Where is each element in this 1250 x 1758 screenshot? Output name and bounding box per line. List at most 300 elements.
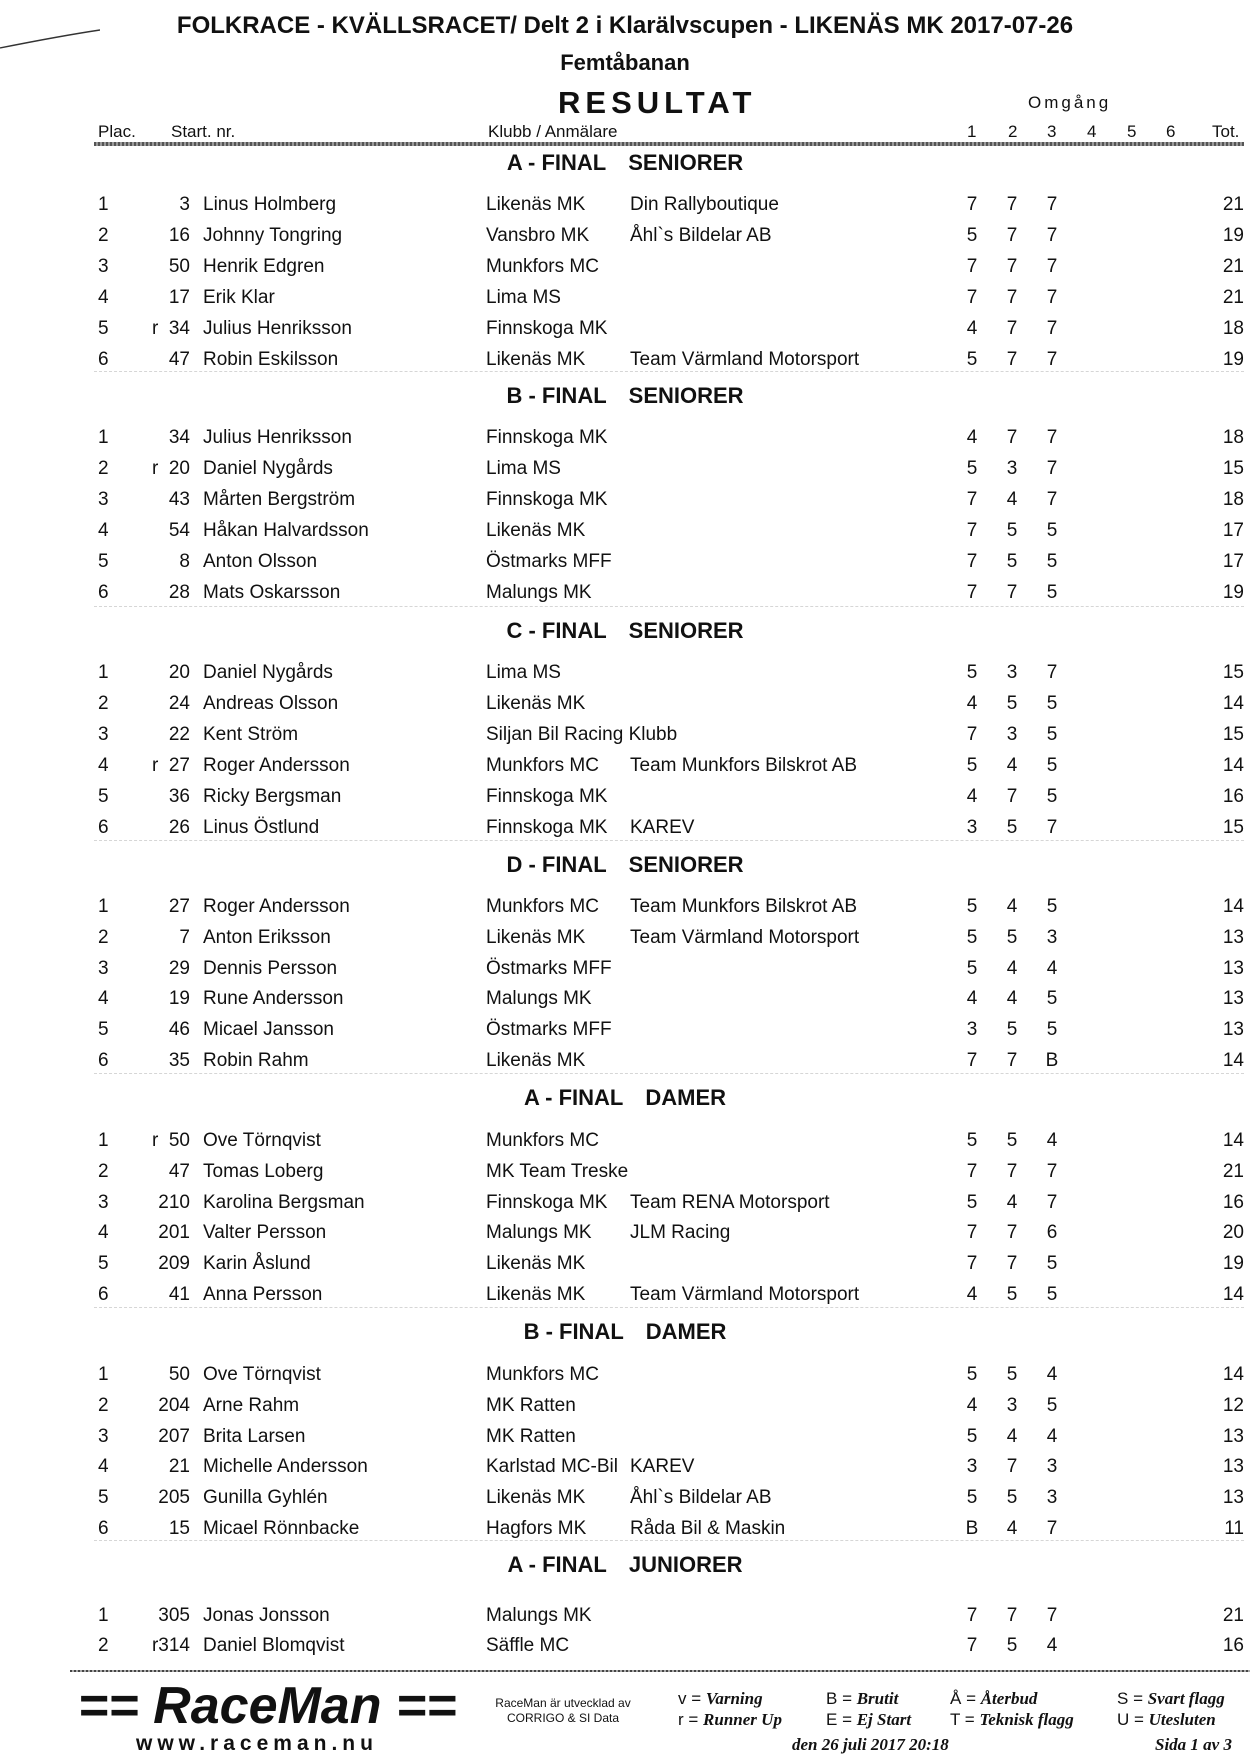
club-cell: Karlstad MC-Bil [486, 1456, 618, 1478]
table-row [0, 1019, 1250, 1047]
round-1-cell: 5 [966, 1191, 978, 1213]
round-1-cell: 4 [966, 693, 978, 714]
round-1-cell: 5 [966, 1364, 978, 1385]
total-cell: 16 [1222, 1635, 1244, 1656]
round-1-cell: 5 [966, 896, 978, 917]
table-row [0, 927, 1250, 955]
start-number-cell: 43 [168, 489, 190, 510]
driver-name-cell: Michelle Andersson [203, 1456, 368, 1478]
place-cell: 4 [98, 755, 109, 776]
round-2-cell: 7 [1006, 1456, 1018, 1478]
round-2-cell: 5 [1006, 1487, 1018, 1509]
legend-key: T [950, 1710, 961, 1729]
driver-name-cell: Johnny Tongring [203, 225, 343, 246]
place-cell: 3 [98, 1191, 109, 1213]
round-2-cell: 5 [1006, 693, 1018, 714]
start-number-cell: 24 [168, 693, 190, 714]
total-cell: 14 [1222, 693, 1244, 714]
club-cell: Likenäs MK [486, 1253, 586, 1275]
driver-name-cell: Daniel Nygårds [203, 662, 333, 683]
place-cell: 5 [98, 551, 109, 572]
table-row [0, 349, 1250, 377]
driver-name-cell: Micael Jansson [203, 1019, 334, 1041]
driver-name-cell: Karolina Bergsman [203, 1191, 365, 1213]
table-row [0, 1395, 1250, 1423]
round-3-cell: 6 [1046, 1222, 1058, 1244]
round-3-cell: 5 [1046, 1253, 1058, 1275]
round-2-cell: 7 [1006, 1050, 1018, 1071]
table-row [0, 693, 1250, 721]
runner-up-flag: r [152, 458, 159, 479]
table-row [0, 1222, 1250, 1250]
start-number-cell: 20 [168, 662, 190, 683]
round-3-cell: 7 [1046, 489, 1058, 510]
legend-value: Brutit [856, 1689, 899, 1708]
round-3-cell: 5 [1046, 755, 1058, 776]
col-header-round-3: 3 [1047, 122, 1057, 141]
club-cell: Malungs MK [486, 1222, 592, 1244]
table-row [0, 662, 1250, 690]
place-cell: 2 [98, 1635, 109, 1656]
club-cell: Lima MS [486, 458, 561, 479]
legend-value: Svart flagg [1147, 1689, 1225, 1708]
col-header-round-6: 6 [1166, 122, 1176, 141]
round-3-cell: 7 [1046, 458, 1058, 479]
round-2-cell: 4 [1006, 957, 1018, 979]
table-row [0, 458, 1250, 486]
legend-item: B = Brutit [826, 1689, 899, 1708]
round-1-cell: 7 [966, 1635, 978, 1656]
section-group: SENIORER [628, 383, 744, 408]
driver-name-cell: Ricky Bergsman [203, 786, 342, 807]
round-1-cell: 7 [966, 1253, 978, 1275]
total-cell: 14 [1222, 1130, 1244, 1151]
section-group: SENIORER [628, 852, 744, 877]
round-3-cell: 7 [1046, 256, 1058, 277]
col-header-plac: Plac. [98, 122, 136, 141]
place-cell: 4 [98, 520, 109, 541]
round-1-cell: 3 [966, 817, 978, 838]
sponsor-cell: KAREV [630, 817, 695, 838]
start-number-cell: 29 [168, 957, 190, 979]
round-2-cell: 7 [1006, 256, 1018, 277]
sponsor-cell: Råda Bil & Maskin [630, 1518, 786, 1539]
round-3-cell: 3 [1046, 1456, 1058, 1478]
sponsor-cell: Din Rallyboutique [630, 194, 779, 215]
col-header-round-2: 2 [1008, 122, 1018, 141]
round-3-cell: 7 [1046, 194, 1058, 215]
round-2-cell: 7 [1006, 287, 1018, 308]
table-row [0, 1426, 1250, 1454]
table-row [0, 1456, 1250, 1484]
legend-key: B [826, 1689, 838, 1708]
round-2-cell: 7 [1006, 1222, 1018, 1244]
total-cell: 19 [1222, 349, 1244, 370]
driver-name-cell: Erik Klar [203, 287, 275, 308]
driver-name-cell: Daniel Blomqvist [203, 1635, 345, 1656]
total-cell: 11 [1224, 1518, 1244, 1539]
round-2-cell: 5 [1006, 926, 1018, 948]
round-3-cell: 7 [1046, 817, 1058, 838]
place-cell: 3 [98, 957, 109, 979]
start-number-cell: 47 [168, 1160, 190, 1182]
total-cell: 13 [1222, 1019, 1244, 1041]
total-cell: 21 [1222, 194, 1244, 215]
section-class: A - FINAL [523, 1085, 624, 1110]
driver-name-cell: Micael Rönnbacke [203, 1518, 360, 1539]
section-divider [94, 1307, 1244, 1308]
round-1-cell: 5 [966, 1425, 978, 1447]
round-3-cell: 5 [1046, 786, 1058, 807]
club-cell: MK Team Treske [486, 1160, 629, 1182]
round-2-cell: 5 [1006, 1130, 1018, 1151]
total-cell: 14 [1222, 755, 1244, 776]
driver-name-cell: Linus Östlund [203, 817, 320, 838]
start-number-cell: 305 [158, 1605, 190, 1626]
printed-timestamp: den 26 juli 2017 20:18 [792, 1735, 949, 1754]
place-cell: 6 [98, 349, 109, 370]
driver-name-cell: Roger Andersson [203, 896, 350, 917]
round-1-cell: 7 [966, 1222, 978, 1244]
legend-value: Återbud [980, 1689, 1038, 1708]
total-cell: 19 [1222, 582, 1244, 603]
start-number-cell: 35 [168, 1050, 190, 1071]
driver-name-cell: Brita Larsen [203, 1425, 306, 1447]
legend-key: S [1117, 1689, 1129, 1708]
total-cell: 13 [1222, 988, 1244, 1010]
legend-key: U [1117, 1710, 1130, 1729]
round-1-cell: 7 [966, 1605, 978, 1626]
place-cell: 5 [98, 786, 109, 807]
table-row [0, 551, 1250, 579]
club-cell: Likenäs MK [486, 520, 586, 541]
round-2-cell: 4 [1006, 988, 1018, 1010]
round-2-cell: 5 [1006, 1284, 1018, 1305]
round-1-cell: 7 [966, 194, 978, 215]
total-cell: 13 [1222, 926, 1244, 948]
round-1-cell: 7 [966, 582, 978, 603]
driver-name-cell: Julius Henriksson [203, 318, 352, 339]
table-row [0, 755, 1250, 783]
footer-rule [70, 1670, 1250, 1672]
section-divider [94, 1073, 1244, 1074]
round-1-cell: 5 [966, 926, 978, 948]
total-cell: 16 [1222, 1191, 1244, 1213]
section-divider [94, 840, 1244, 841]
round-1-cell: 7 [966, 489, 978, 510]
club-cell: Munkfors MC [486, 1364, 599, 1385]
section-group: DAMER [645, 1319, 727, 1344]
table-row [0, 225, 1250, 253]
place-cell: 2 [98, 225, 109, 246]
round-2-cell: 7 [1006, 194, 1018, 215]
section-class: D - FINAL [506, 852, 607, 877]
driver-name-cell: Rune Andersson [203, 988, 344, 1010]
round-1-cell: 7 [966, 551, 978, 572]
driver-name-cell: Arne Rahm [203, 1394, 300, 1416]
round-2-cell: 7 [1006, 427, 1018, 448]
place-cell: 3 [98, 489, 109, 510]
start-number-cell: 20 [168, 458, 190, 479]
club-cell: Malungs MK [486, 582, 592, 603]
driver-name-cell: Håkan Halvardsson [203, 520, 369, 541]
driver-name-cell: Jonas Jonsson [203, 1605, 330, 1626]
section-class: A - FINAL [507, 1552, 607, 1577]
col-header-start: Start. nr. [171, 122, 236, 141]
round-1-cell: 4 [966, 786, 978, 807]
runner-up-flag: r [152, 1130, 159, 1151]
start-number-cell: 210 [158, 1191, 190, 1213]
table-row [0, 256, 1250, 284]
round-1-cell: 5 [966, 662, 978, 683]
driver-name-cell: Ove Törnqvist [203, 1364, 321, 1385]
club-cell: Lima MS [486, 662, 561, 683]
place-cell: 1 [98, 1364, 109, 1385]
place-cell: 3 [98, 256, 109, 277]
round-1-cell: 7 [966, 1160, 978, 1182]
round-3-cell: 4 [1046, 957, 1058, 979]
round-1-cell: 4 [966, 1284, 978, 1305]
round-1-cell: 5 [966, 225, 978, 246]
col-header-club: Klubb / Anmälare [488, 122, 618, 141]
driver-name-cell: Andreas Olsson [203, 693, 339, 714]
round-3-cell: 7 [1046, 662, 1058, 683]
club-cell: Likenäs MK [486, 1487, 586, 1509]
table-row [0, 1253, 1250, 1281]
track-name: Femtåbanan [560, 50, 690, 75]
round-2-cell: 5 [1006, 551, 1018, 572]
place-cell: 4 [98, 1456, 109, 1478]
table-row [0, 1130, 1250, 1158]
start-number-cell: 50 [168, 256, 190, 277]
start-number-cell: 36 [168, 786, 190, 807]
round-3-cell: 3 [1046, 926, 1058, 948]
club-cell: Likenäs MK [486, 1284, 586, 1305]
website-link[interactable]: www.raceman.nu [136, 1732, 378, 1755]
start-number-cell: 204 [158, 1394, 190, 1416]
round-1-cell: 5 [966, 755, 978, 776]
round-2-cell: 4 [1006, 896, 1018, 917]
round-1-cell: 3 [966, 1456, 978, 1478]
club-cell: Lima MS [486, 287, 561, 308]
total-cell: 19 [1222, 1253, 1244, 1275]
place-cell: 1 [98, 427, 109, 448]
club-cell: MK Ratten [486, 1394, 576, 1416]
club-cell: Finnskoga MK [486, 786, 608, 807]
legend-item: r = Runner Up [678, 1710, 782, 1729]
round-3-cell: 3 [1046, 1487, 1058, 1509]
start-number-cell: 50 [168, 1130, 190, 1151]
col-header-round-4: 4 [1087, 122, 1097, 141]
section-divider [94, 606, 1244, 607]
total-cell: 21 [1222, 256, 1244, 277]
total-cell: 14 [1222, 1364, 1244, 1385]
round-1-cell: 4 [966, 1394, 978, 1416]
round-3-cell: 7 [1046, 318, 1058, 339]
section-title [0, 150, 1250, 176]
total-cell: 17 [1222, 520, 1244, 541]
round-2-cell: 4 [1006, 1518, 1018, 1539]
table-row [0, 1161, 1250, 1189]
developer-credit-line2: CORRIGO & SI Data [506, 1711, 620, 1725]
club-cell: Finnskoga MK [486, 489, 608, 510]
place-cell: 3 [98, 724, 109, 745]
table-row [0, 427, 1250, 455]
rounds-heading: Omgång [1028, 93, 1112, 112]
driver-name-cell: Gunilla Gyhlén [203, 1487, 328, 1509]
round-2-cell: 4 [1006, 1425, 1018, 1447]
section-group: DAMER [645, 1085, 727, 1110]
start-number-cell: 209 [158, 1253, 190, 1275]
total-cell: 14 [1222, 1050, 1244, 1071]
start-number-cell: 201 [158, 1222, 190, 1244]
club-cell: Siljan Bil Racing Klubb [486, 724, 678, 745]
driver-name-cell: Julius Henriksson [203, 427, 352, 448]
round-1-cell: 5 [966, 957, 978, 979]
round-2-cell: 3 [1006, 724, 1018, 745]
club-cell: Finnskoga MK [486, 318, 608, 339]
club-cell: Östmarks MFF [486, 957, 612, 979]
total-cell: 18 [1222, 427, 1244, 448]
runner-up-flag: r [152, 1635, 159, 1656]
round-2-cell: 7 [1006, 349, 1018, 370]
driver-name-cell: Linus Holmberg [203, 194, 337, 215]
round-2-cell: 3 [1006, 1394, 1018, 1416]
header-rule [94, 142, 1244, 146]
table-row [0, 1192, 1250, 1220]
round-1-cell: 3 [966, 1019, 978, 1041]
total-cell: 15 [1222, 662, 1244, 683]
club-cell: Likenäs MK [486, 1050, 586, 1071]
round-2-cell: 7 [1006, 318, 1018, 339]
place-cell: 3 [98, 1425, 109, 1447]
section-class: B - FINAL [523, 1319, 624, 1344]
section-title [0, 618, 1250, 644]
round-3-cell: 4 [1046, 1130, 1058, 1151]
start-number-cell: 205 [158, 1487, 190, 1509]
round-2-cell: 5 [1006, 520, 1018, 541]
driver-name-cell: Anton Eriksson [203, 926, 331, 948]
start-number-cell: 15 [168, 1518, 190, 1539]
place-cell: 6 [98, 817, 109, 838]
start-number-cell: 34 [168, 427, 190, 448]
round-1-cell: 5 [966, 349, 978, 370]
place-cell: 4 [98, 287, 109, 308]
table-row [0, 896, 1250, 924]
table-row [0, 1487, 1250, 1515]
legend-item: v = Varning [678, 1689, 763, 1708]
total-cell: 12 [1222, 1394, 1244, 1416]
legend-value: Ej Start [856, 1710, 912, 1729]
club-cell: Munkfors MC [486, 256, 599, 277]
place-cell: 1 [98, 662, 109, 683]
legend-item: U = Utesluten [1117, 1710, 1216, 1729]
round-2-cell: 4 [1006, 489, 1018, 510]
table-row [0, 194, 1250, 222]
start-number-cell: 21 [168, 1456, 190, 1478]
round-3-cell: 5 [1046, 520, 1058, 541]
total-cell: 18 [1222, 489, 1244, 510]
start-number-cell: 19 [168, 988, 190, 1010]
round-2-cell: 7 [1006, 1160, 1018, 1182]
start-number-cell: 54 [168, 520, 190, 541]
start-number-cell: 7 [179, 926, 190, 948]
place-cell: 5 [98, 1487, 109, 1509]
club-cell: Likenäs MK [486, 926, 586, 948]
table-row [0, 1364, 1250, 1392]
round-1-cell: 5 [966, 1487, 978, 1509]
driver-name-cell: Anton Olsson [203, 551, 318, 572]
place-cell: 6 [98, 1284, 109, 1305]
runner-up-flag: r [152, 755, 159, 776]
total-cell: 13 [1222, 1487, 1244, 1509]
start-number-cell: 3 [179, 194, 190, 215]
total-cell: 21 [1222, 287, 1244, 308]
place-cell: 5 [98, 318, 109, 339]
round-3-cell: 7 [1046, 1518, 1058, 1539]
start-number-cell: 47 [168, 349, 190, 370]
round-1-cell: 4 [966, 318, 978, 339]
page-title: FOLKRACE - KVÄLLSRACET/ Delt 2 i Klarälvscupen - LIKENÄS MK 2017-07-26 [176, 12, 1074, 39]
driver-name-cell: Henrik Edgren [203, 256, 325, 277]
section-group: SENIORER [628, 150, 744, 175]
driver-name-cell: Dennis Persson [203, 957, 338, 979]
legend-item: Å = Återbud [950, 1689, 1038, 1708]
round-3-cell: 7 [1046, 225, 1058, 246]
start-number-cell: 22 [168, 724, 190, 745]
place-cell: 1 [98, 896, 109, 917]
sponsor-cell: Team Munkfors Bilskrot AB [630, 755, 858, 776]
sponsor-cell: Team Värmland Motorsport [630, 1284, 860, 1305]
round-3-cell: 7 [1046, 287, 1058, 308]
sponsor-cell: Team Värmland Motorsport [630, 926, 860, 948]
runner-up-flag: r [152, 318, 159, 339]
section-class: A - FINAL [506, 150, 607, 175]
club-cell: Munkfors MC [486, 755, 599, 776]
driver-name-cell: Karin Åslund [203, 1253, 311, 1275]
round-2-cell: 5 [1006, 1635, 1018, 1656]
start-number-cell: 27 [168, 755, 190, 776]
club-cell: Likenäs MK [486, 349, 586, 370]
round-1-cell: 7 [966, 1050, 978, 1071]
section-class: C - FINAL [506, 618, 607, 643]
sponsor-cell: JLM Racing [630, 1222, 731, 1244]
round-3-cell: 5 [1046, 1284, 1058, 1305]
round-1-cell: 7 [966, 256, 978, 277]
place-cell: 5 [98, 1253, 109, 1275]
round-2-cell: 5 [1006, 1364, 1018, 1385]
place-cell: 2 [98, 1160, 109, 1182]
club-cell: Vansbro MK [486, 225, 590, 246]
place-cell: 2 [98, 693, 109, 714]
col-header-total: Tot. [1212, 122, 1240, 141]
sponsor-cell: Team Värmland Motorsport [630, 349, 860, 370]
total-cell: 15 [1222, 724, 1244, 745]
round-3-cell: 5 [1046, 896, 1058, 917]
round-3-cell: 5 [1046, 1019, 1058, 1041]
round-1-cell: 7 [966, 287, 978, 308]
section-title [0, 852, 1250, 878]
total-cell: 15 [1222, 458, 1244, 479]
round-3-cell: 5 [1046, 582, 1058, 603]
table-row [0, 287, 1250, 315]
round-2-cell: 5 [1006, 1019, 1018, 1041]
round-3-cell: 5 [1046, 724, 1058, 745]
sponsor-cell: Team RENA Motorsport [630, 1191, 830, 1213]
start-number-cell: 34 [168, 318, 190, 339]
round-1-cell: B [965, 1518, 979, 1539]
driver-name-cell: Tomas Loberg [203, 1160, 324, 1182]
